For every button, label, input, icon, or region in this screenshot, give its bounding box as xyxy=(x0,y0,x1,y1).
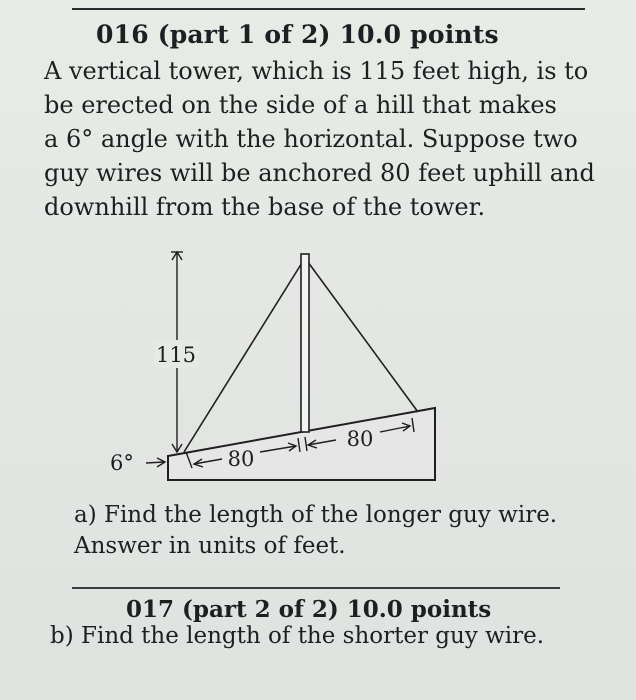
height-label: 115 xyxy=(155,343,197,367)
uphill-label: 80 xyxy=(346,427,374,451)
tower-hill-figure xyxy=(110,240,450,490)
section-divider xyxy=(72,587,560,589)
question-17-title: 017 (part 2 of 2) 10.0 points xyxy=(126,596,492,623)
uphill-guy-wire xyxy=(305,258,418,412)
angle-leader xyxy=(146,462,164,463)
angle-label: 6° xyxy=(110,451,134,475)
body-line: guy wires will be anchored 80 feet uphill and xyxy=(44,159,595,187)
question-16-body xyxy=(44,54,612,224)
tower xyxy=(301,254,309,432)
question-16-title: 016 (part 1 of 2) 10.0 points xyxy=(96,20,499,49)
part-a-line: Answer in units of feet. xyxy=(74,533,346,559)
part-a-line: a) Find the length of the longer guy wire. xyxy=(74,502,558,528)
top-divider xyxy=(72,8,585,10)
body-line: A vertical tower, which is 115 feet high, is to xyxy=(44,57,589,85)
body-line: be erected on the side of a hill that makes xyxy=(44,91,557,119)
question-17-body: b) Find the length of the shorter guy wire. xyxy=(50,623,545,649)
body-line: downhill from the base of the tower. xyxy=(44,193,486,221)
downhill-guy-wire xyxy=(184,258,305,452)
part-a-prompt xyxy=(74,500,594,562)
downhill-label: 80 xyxy=(227,447,255,471)
body-line: a 6° angle with the horizontal. Suppose two xyxy=(44,125,578,153)
